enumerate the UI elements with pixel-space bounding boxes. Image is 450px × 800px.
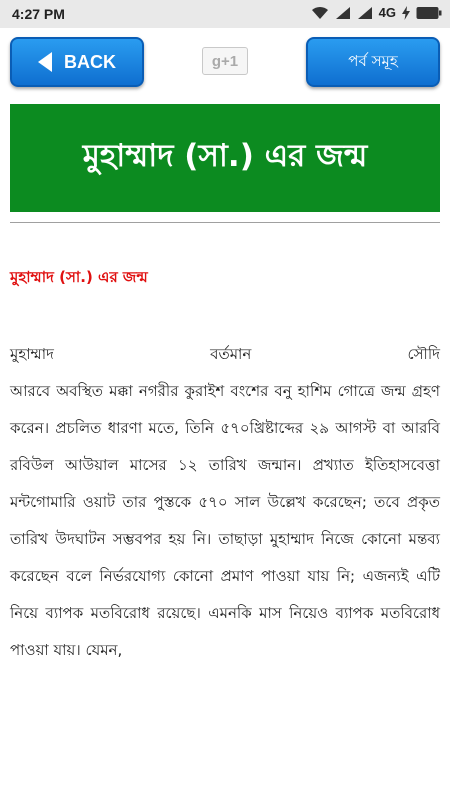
network-type: 4G [378,5,396,20]
first-line-word: মুহাম্মাদ [10,345,54,363]
divider [10,222,440,223]
wifi-icon [311,6,329,20]
first-line-word: বর্তমান [210,345,252,363]
signal-icon-2 [357,6,373,20]
back-label: BACK [64,51,116,72]
article-body [10,336,440,669]
banner-title: মুহাম্মাদ (সা.) এর জন্ম [82,138,368,174]
article-first-line [10,336,440,373]
status-icons [311,5,442,20]
top-toolbar [0,28,450,96]
chapters-label: পর্ব সমূহ [348,51,398,70]
article-subheading: মুহাম্মাদ (সা.) এর জন্ম [10,268,148,286]
back-arrow-icon [38,52,52,72]
article-paragraph: আরবে অবস্থিত মক্কা নগরীর কুরাইশ বংশের বনু হাশিম গোত্রে জন্ম গ্রহণ করেন। প্রচলিত ধারণা মতে, তিনি ৫৭০খ্রিষ্টাব্দের ২৯ আগস্ট বা আরবি রবিউল আউয়াল মাসের ১২ তারিখ জন্মান। প্রখ্যাত ইতিহাসবেত্তা মন্টগোমারি ওয়াট তার পুস্তকে ৫৭০ সাল উল্লেখ করেছেন; তবে প্রকৃত তারিখ উদঘাটন সম্ভবপর হয় নি। তাছাড়া মুহাম্মাদ নিজে কোনো মন্তব্য করেছেন বলে নির্ভরযোগ্য কোনো প্রমাণ পাওয়া যায় নি; এজন্যই এটি নিয়ে ব্যাপক মতবিরোধ রয়েছে। এমনকি মাস নিয়েও ব্যাপক মতবিরোধ পাওয়া যায়। যেমন, [10,382,440,659]
chapters-button[interactable] [306,37,440,87]
first-line-word: সৌদি [407,345,440,363]
signal-icon [335,6,351,20]
google-plus-one-button[interactable]: g+1 [202,47,248,75]
status-time: 4:27 PM [12,6,65,22]
status-bar [0,0,450,28]
back-button[interactable] [10,37,144,87]
battery-icon [416,6,442,20]
title-banner [10,104,440,212]
charging-icon [402,6,410,20]
